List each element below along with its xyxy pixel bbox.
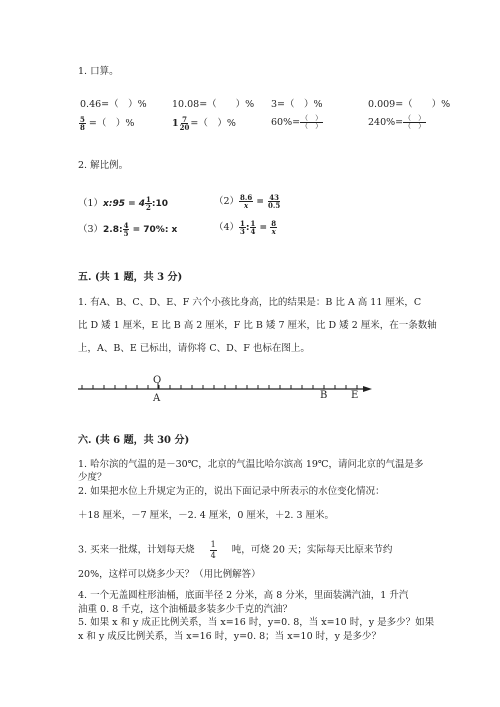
question-text: 上，A、B、E 已标出，请你将 C、D、F 也标在图上。 xyxy=(78,343,310,354)
question-text: 1. 有A、B、C、D、E、F 六个小孩比身高，比的结果是：B 比 A 高 11 厘米，C xyxy=(78,297,422,308)
section5-heading: 五. (共 1 题，共 3 分) xyxy=(78,272,183,283)
origin-label: O xyxy=(153,375,162,386)
calc-item: 0.46=（ ）% xyxy=(80,99,147,110)
question-text: 4. 一个无盖圆柱形油桶，底面半径 2 分米，高 8 分米，里面装满汽油，1 升汽 xyxy=(78,590,409,601)
arrow-icon xyxy=(363,386,372,392)
question-text: ＋18 厘米，－7 厘米，－2. 4 厘米，0 厘米，＋2. 3 厘米。 xyxy=(78,510,335,521)
calc-item: 240%= $\frac{( )}{( )}$ xyxy=(368,114,426,130)
calc-item: $\frac{5}{8}$ =（ ）% xyxy=(80,115,135,132)
point-e-label: E xyxy=(351,390,359,401)
proportion-item: （3）2.8: $\frac{4}{5}$ = 70%: x xyxy=(78,221,178,238)
question-text: 2. 如果把水位上升规定为正的，说出下面记录中所表示的水位变化情况： xyxy=(78,486,385,497)
question-text: x 和 y 成反比例关系，当 x=16 时，y=0. 8；当 x=10 时，y 是多少？ xyxy=(78,631,382,642)
question-text: 少度？ xyxy=(78,472,107,483)
question-text: 比 D 矮 1 厘米，E 比 B 高 2 厘米，F 比 B 矮 7 厘米，比 D 矮 2 厘米，在一条数轴 xyxy=(78,320,437,331)
calc-item: 3=（ ）% xyxy=(271,99,323,110)
calc-item: 1 $\frac{7}{20}$ =（ ）% xyxy=(172,115,236,132)
calc-item: 60%= $\frac{( )}{( )}$ xyxy=(271,114,323,130)
calc-item: 0.009=（ ）% xyxy=(368,99,451,110)
proportion-item: （4） $\frac{1}{3}$ : $\frac{1}{4}$ = $\frac{8}{x}$ xyxy=(214,219,277,236)
point-a-label: A xyxy=(153,393,161,404)
question-text: 1. 哈尔滨的气温的是－30℃，北京的气温比哈尔滨高 19℃，请问北京的气温是多 xyxy=(78,459,424,470)
point-b-label: B xyxy=(320,390,328,401)
question-text: 3. 买来一批煤，计划每天烧 $\frac{1}{4}$ 吨，可烧 20 天；实际每天比原来节约 xyxy=(78,540,393,560)
proportion-item: （1）x:95 = 4 $\frac{1}{2}$ :10 xyxy=(78,195,169,212)
section6-heading: 六. (共 6 题，共 30 分) xyxy=(78,435,190,446)
section2-title: 2. 解比例。 xyxy=(78,160,129,171)
question-text: 20%，这样可以烧多少天？（用比例解答） xyxy=(78,569,261,580)
calc-item: 10.08=（ ）% xyxy=(172,99,255,110)
question-text: 油重 0. 8 千克，这个油桶最多装多少千克的汽油？ xyxy=(78,604,293,615)
section1-title: 1. 口算。 xyxy=(78,66,119,77)
proportion-item: （2） $\frac{8.6}{x}$ = $\frac{43}{0.5}$ xyxy=(214,193,281,210)
question-text: 5. 如果 x 和 y 成正比例关系，当 x=16 时，y=0. 8，当 x=10 时，y 是多少？如果 xyxy=(78,617,435,628)
